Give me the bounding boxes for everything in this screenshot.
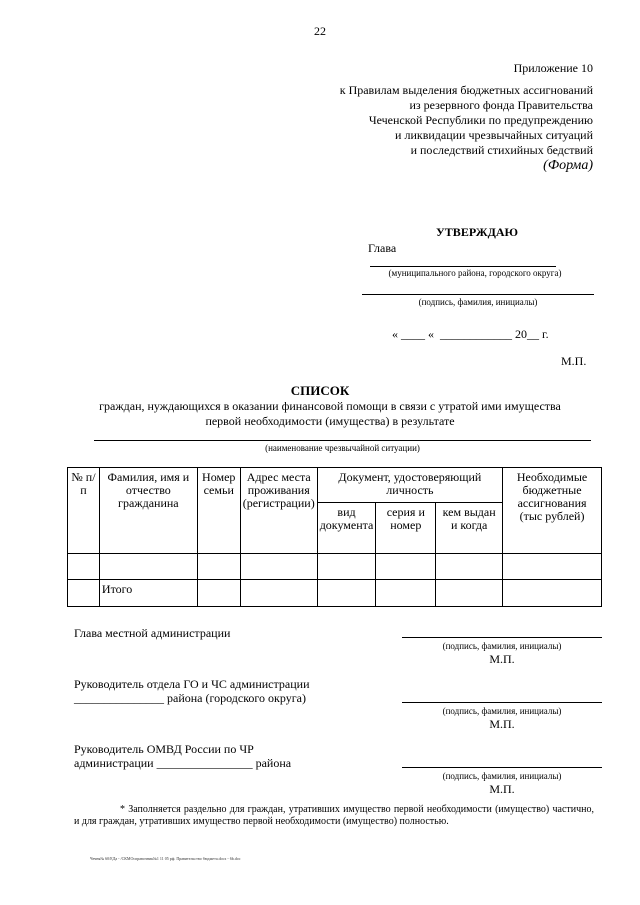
table-header-row [68, 468, 602, 503]
table-cell [317, 580, 376, 607]
header-document: Документ, удостоверяющий личность [317, 468, 502, 503]
table-cell [317, 554, 376, 580]
signature-role: Глава местной администрации [74, 626, 231, 640]
footer-text: Чечня№ 60/ЕДа - /СКМОсправочник№1 11 05 рф. Правительство бюджета.docx - 6b.doc [90, 856, 241, 861]
appendix-line: к Правилам выделения бюджетных ассигнований [339, 83, 593, 97]
municipal-line [370, 266, 556, 267]
approval-head-label: Глава [368, 241, 397, 255]
emergency-caption: (наименование чрезвычайной ситуации) [265, 443, 420, 453]
signature-stamp: М.П. [489, 652, 515, 666]
appendix-line: и ликвидации чрезвычайных ситуаций [395, 128, 593, 142]
approval-stamp: М.П. [561, 354, 587, 368]
table-cell [436, 580, 503, 607]
table-cell [240, 554, 317, 580]
approval-heading: УТВЕРЖДАЮ [436, 225, 519, 239]
header-doc-issued: кем выдан и когда [436, 503, 503, 554]
header-family-no: Номер семьи [197, 468, 240, 554]
footnote: * Заполняется раздельно для граждан, утративших имущество первой необходимости (имущество) частично, и для граждан, утративших имущество первой необходимости (имущество) полностью. [74, 804, 594, 827]
appendix-line: из резервного фонда Правительства [409, 98, 593, 112]
approval-signature-line [362, 294, 594, 295]
municipal-caption: (муниципального района, городского округа) [388, 268, 562, 278]
table-cell [436, 554, 503, 580]
approval-date: « ____ « ____________ 20__ г. [392, 327, 549, 341]
signature-line [402, 637, 602, 638]
signature-role: Руководитель ОМВД России по ЧР [74, 742, 254, 756]
header-doc-series: серия и номер [376, 503, 436, 554]
appendix-line: и последствий стихийных бедствий [410, 143, 593, 157]
form-label: (Форма) [543, 158, 593, 173]
table-cell [197, 554, 240, 580]
list-subtitle: граждан, нуждающихся в оказании финансовой помощи в связи с утратой ими имущества [99, 399, 561, 413]
header-num: № п/п [68, 468, 100, 554]
signature-role: администрации ________________ района [74, 756, 292, 770]
header-required: Необходимые бюджетные ассигнования (тыс рублей) [503, 468, 602, 554]
signature-line [402, 702, 602, 703]
page-number: 22 [314, 24, 326, 38]
signature-role: _______________ района (городского округа) [74, 691, 306, 705]
signature-stamp: М.П. [489, 717, 515, 731]
appendix-text [250, 83, 593, 158]
table-row [68, 554, 602, 580]
signature-stamp: М.П. [489, 782, 515, 796]
table-cell [376, 554, 436, 580]
signature-role: Руководитель отдела ГО и ЧС администрации [74, 677, 310, 691]
signature-caption: (подпись, фамилия, инициалы) [442, 641, 562, 651]
emergency-line [94, 440, 591, 441]
header-address: Адрес места проживания (регистрации) [240, 468, 317, 554]
table-cell [197, 580, 240, 607]
table-cell [376, 580, 436, 607]
appendix-title: Приложение 10 [513, 61, 593, 75]
header-name: Фамилия, имя и отчество гражданина [99, 468, 197, 554]
table-cell [503, 580, 602, 607]
table-cell [99, 554, 197, 580]
approval-signature-caption: (подпись, фамилия, инициалы) [418, 297, 538, 307]
signature-caption: (подпись, фамилия, инициалы) [442, 771, 562, 781]
total-label: Итого [99, 580, 197, 607]
table-total-row [68, 580, 602, 607]
table-cell [503, 554, 602, 580]
appendix-line: Чеченской Республики по предупреждению [368, 113, 593, 127]
signature-line [402, 767, 602, 768]
signature-caption: (подпись, фамилия, инициалы) [442, 706, 562, 716]
citizens-table [67, 467, 602, 607]
table-cell [68, 554, 100, 580]
table-cell [240, 580, 317, 607]
list-subtitle: первой необходимости (имущества) в результате [205, 414, 455, 428]
table-cell [68, 580, 100, 607]
list-title: СПИСОК [290, 383, 350, 398]
header-doc-type: вид документа [317, 503, 376, 554]
